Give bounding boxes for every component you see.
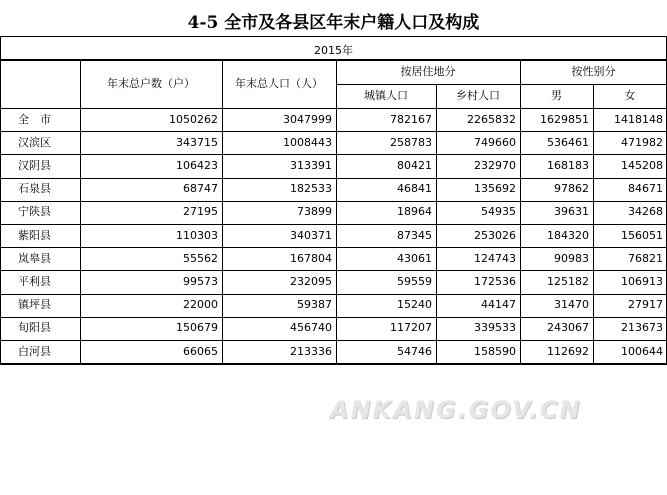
table-cell: 125182 (547, 275, 589, 288)
table-cell: 339533 (474, 321, 516, 335)
row-name: 石泉县 (18, 182, 51, 196)
table-cell: 31470 (554, 298, 589, 312)
header-rural: 乡村人口 (456, 89, 500, 102)
table-cell: 782167 (390, 112, 432, 126)
table-cell: 156051 (621, 228, 663, 242)
table-cell: 243067 (547, 321, 589, 335)
table-cell: 100644 (621, 344, 663, 358)
table-cell: 456740 (290, 321, 332, 335)
table-cell: 27917 (628, 298, 663, 312)
table-cell: 253026 (474, 228, 516, 242)
table-cell: 66065 (183, 344, 218, 358)
grid-line (0, 224, 667, 225)
table-cell: 43061 (397, 251, 432, 265)
header-male: 男 (551, 89, 562, 102)
table-cell: 39631 (554, 205, 589, 219)
table-cell: 158590 (474, 344, 516, 358)
table-cell: 168183 (547, 159, 589, 172)
table-cell: 145208 (621, 159, 663, 172)
header-by-residence: 按居住地分 (400, 65, 456, 78)
table-cell: 1050262 (169, 112, 218, 126)
table-cell: 106423 (176, 159, 218, 172)
table-cell: 150679 (176, 321, 218, 335)
grid-line (0, 363, 667, 365)
year-label: 2015年 (314, 44, 353, 57)
table-cell: 213673 (621, 321, 663, 335)
table-cell: 18964 (397, 205, 432, 219)
table-cell: 172536 (474, 275, 516, 288)
grid-line (0, 317, 667, 318)
table-cell: 54935 (481, 205, 516, 219)
table-title: 4-5 全市及各县区年末户籍人口及构成 (187, 13, 480, 33)
grid-line (0, 270, 667, 271)
table-cell: 749660 (474, 135, 516, 149)
header-population: 年末总人口（人） (235, 77, 323, 90)
table-cell: 110303 (176, 228, 218, 242)
table-cell: 54746 (397, 344, 432, 358)
table-cell: 1418148 (614, 112, 663, 126)
row-name: 紫阳县 (18, 228, 51, 242)
table-cell: 46841 (397, 182, 432, 196)
header-female: 女 (624, 89, 636, 102)
table-cell: 232970 (474, 159, 516, 172)
row-name: 汉滨区 (18, 135, 51, 149)
grid-line (0, 59, 667, 61)
grid-line (0, 201, 667, 202)
table-cell: 73899 (297, 205, 332, 219)
table-cell: 97862 (554, 182, 589, 196)
row-name: 旬阳县 (18, 321, 51, 335)
table-cell: 124743 (474, 251, 516, 265)
table-cell: 106913 (621, 275, 663, 288)
grid-line (0, 247, 667, 248)
row-name: 白河县 (18, 344, 51, 358)
grid-line (0, 340, 667, 341)
watermark-logo: ANKANG.GOV.CN (330, 396, 582, 424)
table-cell: 182533 (290, 182, 332, 196)
table-cell: 536461 (547, 135, 589, 149)
row-name: 镇坪县 (18, 298, 51, 312)
table-cell: 340371 (290, 228, 332, 242)
table-cell: 135692 (474, 182, 516, 196)
table-cell: 471982 (621, 135, 663, 149)
table-cell: 117207 (390, 321, 432, 335)
row-name: 全 市 (18, 112, 51, 126)
row-name: 宁陕县 (18, 205, 51, 219)
grid-line (336, 84, 667, 85)
table-cell: 76821 (628, 251, 663, 265)
table-cell: 99573 (183, 275, 218, 288)
grid-line (0, 154, 667, 155)
table-cell: 87345 (397, 228, 432, 242)
table-cell: 55562 (183, 251, 218, 265)
table-cell: 59387 (297, 298, 332, 312)
table-cell: 1008443 (283, 135, 332, 149)
row-name: 岚皋县 (18, 251, 51, 265)
grid-line (0, 36, 667, 37)
table-cell: 44147 (481, 298, 516, 312)
grid-line (0, 36, 1, 363)
table-cell: 343715 (176, 135, 218, 149)
table-cell: 3047999 (283, 112, 332, 126)
row-name: 平利县 (18, 275, 51, 288)
grid-line (0, 294, 667, 295)
table-cell: 84671 (628, 182, 663, 196)
table-cell: 27195 (183, 205, 218, 219)
table-cell: 184320 (547, 228, 589, 242)
table-cell: 34268 (628, 205, 663, 219)
header-urban: 城镇人口 (364, 89, 408, 102)
table-cell: 15240 (397, 298, 432, 312)
table-cell: 213336 (290, 344, 332, 358)
grid-line (0, 178, 667, 179)
table-cell: 68747 (183, 182, 218, 196)
table-cell: 59559 (397, 275, 432, 288)
row-name: 汉阴县 (18, 159, 51, 172)
table-cell: 1629851 (540, 112, 589, 126)
table-cell: 90983 (554, 251, 589, 265)
table-cell: 167804 (290, 251, 332, 265)
table-cell: 2265832 (467, 112, 516, 126)
table-cell: 22000 (183, 298, 218, 312)
table-cell: 112692 (547, 344, 589, 358)
table-cell: 313391 (290, 159, 332, 172)
table-cell: 232095 (290, 275, 332, 288)
header-by-gender: 按性别分 (571, 65, 616, 78)
grid-line (0, 108, 667, 109)
table-cell: 258783 (390, 135, 432, 149)
grid-line (0, 131, 667, 132)
table-cell: 80421 (397, 159, 432, 172)
header-households: 年末总户数（户） (107, 77, 195, 90)
